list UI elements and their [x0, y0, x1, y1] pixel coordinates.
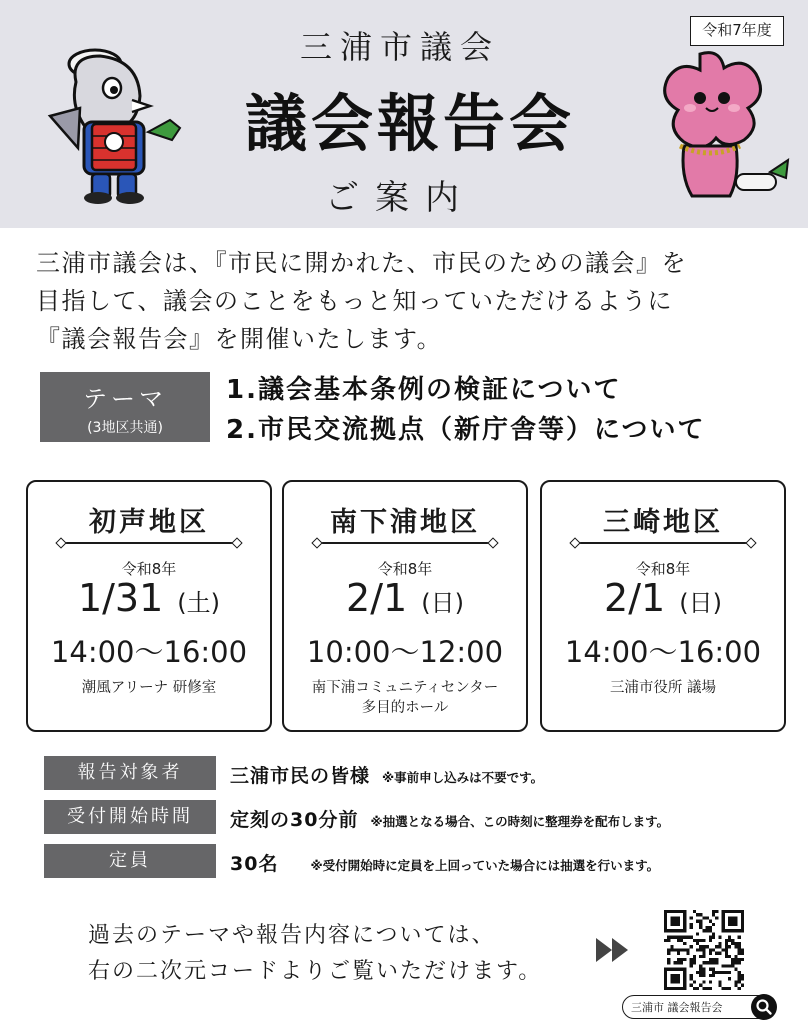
- district-name: 初声地区: [89, 507, 209, 538]
- weekday: (土): [177, 589, 221, 617]
- reception-note: ※抽選となる場合、この時刻に整理券を配布します。: [370, 814, 670, 829]
- theme-item: 2.市民交流拠点（新庁舎等）について: [226, 415, 706, 445]
- district-name: 三崎地区: [603, 507, 723, 538]
- divider: [62, 542, 236, 544]
- district-card-minamishitaura: [282, 480, 528, 732]
- search-text: 三浦市 議会報告会: [631, 1001, 723, 1014]
- theme-label: [40, 372, 210, 442]
- title-sub: ご案内: [325, 178, 475, 218]
- date-value: 2/1: [346, 576, 408, 620]
- theme-label-sub: (3地区共通): [87, 420, 163, 436]
- intro-paragraph: [36, 244, 776, 358]
- capacity-note: ※受付開始時に定員を上回っていた場合には抽選を行います。: [310, 858, 660, 873]
- footer-text: [88, 918, 542, 990]
- mascot-cherry-blossom-illustration: [640, 46, 790, 206]
- date-value: 2/1: [604, 576, 666, 620]
- district-date: [284, 576, 526, 620]
- district-time: 14:00〜16:00: [50, 635, 248, 669]
- theme-label-text: テーマ: [83, 385, 167, 413]
- district-date: [28, 576, 270, 620]
- intro-line: 三浦市議会は、『市民に開かれた、市民のための議会』を: [36, 249, 687, 277]
- council-name: 三浦市議会: [299, 28, 500, 66]
- date-value: 1/31: [77, 576, 164, 620]
- reception-text: 定刻の30分前: [230, 809, 359, 831]
- reception-value: [230, 805, 669, 832]
- audience-value: [230, 761, 543, 788]
- venue-line: 多目的ホール: [361, 700, 449, 716]
- divider: [318, 542, 492, 544]
- footer-line: 右の二次元コードよりご覧いただけます。: [88, 959, 543, 984]
- venue-line: 潮風アリーナ 研修室: [81, 680, 217, 696]
- district-era: 令和8年: [635, 560, 691, 578]
- capacity-text: 30名: [230, 853, 279, 875]
- audience-note: ※事前申し込みは不要です。: [382, 770, 544, 785]
- divider: [576, 542, 750, 544]
- district-card-misaki: [540, 480, 786, 732]
- search-button[interactable]: [751, 994, 777, 1020]
- district-venue: [290, 678, 520, 718]
- district-time: 10:00〜12:00: [306, 635, 504, 669]
- district-date: [542, 576, 784, 620]
- district-venue: [548, 678, 778, 698]
- intro-line: 目指して、議会のことをもっと知っていただけるように: [36, 287, 674, 315]
- weekday: (日): [679, 589, 722, 617]
- district-era: 令和8年: [377, 560, 433, 578]
- district-card-hatsuse: [26, 480, 272, 732]
- theme-item: 1.議会基本条例の検証について: [226, 375, 622, 405]
- venue-line: 南下浦コミュニティセンター: [311, 680, 499, 696]
- district-name: 南下浦地区: [330, 507, 480, 538]
- district-venue: [34, 678, 264, 698]
- page-title: 議会報告会: [244, 87, 575, 160]
- fiscal-year-badge: 令和7年度: [690, 16, 784, 46]
- weekday: (日): [421, 589, 464, 617]
- district-era: 令和8年: [121, 560, 177, 578]
- capacity-value: [230, 849, 659, 876]
- capacity-label: 定員: [44, 844, 216, 878]
- header-banner: [0, 0, 808, 228]
- footer-line: 過去のテーマや報告内容については、: [88, 923, 496, 948]
- qr-code[interactable]: [664, 910, 744, 990]
- reception-label: 受付開始時間: [44, 800, 216, 834]
- double-arrow-right-icon: [594, 936, 634, 964]
- audience-text: 三浦市民の皆様: [230, 765, 371, 787]
- audience-label: 報告対象者: [44, 756, 216, 790]
- search-box[interactable]: [622, 995, 776, 1019]
- mascot-fish-samurai-illustration: [40, 36, 190, 206]
- intro-line: 『議会報告会』を開催いたします。: [36, 325, 443, 353]
- theme-list: [226, 370, 705, 450]
- search-icon: [751, 994, 777, 1020]
- venue-line: 三浦市役所 議場: [609, 680, 717, 696]
- district-time: 14:00〜16:00: [564, 635, 762, 669]
